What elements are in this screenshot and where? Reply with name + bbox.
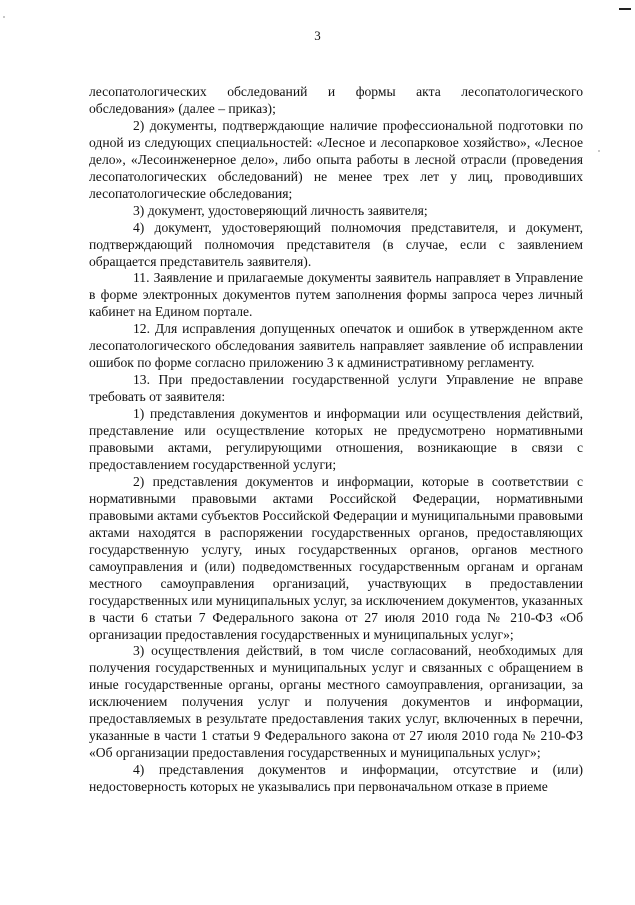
scan-speck [3,16,5,18]
scan-speck [598,150,600,152]
paragraph: лесопатологических обследований и формы акта лесопатологического обследования» (далее – приказ); [89,84,583,116]
paragraph: 11. Заявление и прилагаемые документы заявитель направляет в Управление в форме электронных документов путем заполнения формы запроса через личный кабинет на Едином портале. [89,270,583,320]
paragraph: 4) документ, удостоверяющий полномочия представителя, и документ, подтверждающий полномочия представителя (в случае, если с заявлением обращается представитель заявителя). [89,219,583,269]
paragraph: 1) представления документов и информации или осуществления действий, представление или осуществление которых не предусмотрено нормативными правовыми актами, регулирующими отношения, возникающие в связи с предоставлением государственной услуги; [89,406,583,472]
document-body [89,84,583,796]
paragraph: 4) представления документов и информации, отсутствие и (или) недостоверность которых не указывались при первоначальном отказе в приеме [89,762,583,795]
paragraph: 3) документ, удостоверяющий личность заявителя; [133,202,428,218]
paragraph: 13. При предоставлении государственной услуги Управление не вправе требовать от заявителя: [89,372,583,405]
page-number: 3 [314,28,321,43]
paragraph: 2) представления документов и информации, которые в соответствии с нормативными правовыми актами Российской Федерации, нормативными правовыми актами субъектов Российской Федерации и муниципальными правовыми актами находятся в распоряжении государственных органов, предоставляющих государственную услугу, иных государственных органов, органов местного самоуправления и (или) подведомственных государственным органам и органам местного самоуправления организаций, участвующих в предоставлении государственных или муниципальных услуг, за исключением документов, указанных в части 6 статьи 7 Федерального закона от 27 июля 2010 года № 210-ФЗ «Об организации предоставления государственных и муниципальных услуг»; [89,473,583,642]
paragraph: 12. Для исправления допущенных опечаток и ошибок в утвержденном акте лесопатологического обследования заявитель направляет заявление об исправлении ошибок по форме согласно приложению 3 к административному регламенту. [89,321,583,371]
paragraph: 2) документы, подтверждающие наличие профессиональной подготовки по одной из следующих специальностей: «Лесное и лесопарковое хозяйство», «Лесное дело», «Лесоинженерное дело», либо опыта работы в лесной отрасли (проведения лесопатологических обследований) не менее трех лет у лиц, проводивших лесопатологические обследования; [89,117,583,201]
scan-edge-mark [619,8,631,10]
paragraph: 3) осуществления действий, в том числе согласований, необходимых для получения государственных и муниципальных услуг и связанных с обращением в иные государственные органы, органы местного самоуправления, организации, за исключением получения услуг и получения документов и информации, предоставляемых в результате предоставления таких услуг, включенных в перечни, указанные в части 1 статьи 9 Федерального закона от 27 июля 2010 года № 210-ФЗ «Об организации предоставления государственных и муниципальных услуг»; [89,643,583,761]
